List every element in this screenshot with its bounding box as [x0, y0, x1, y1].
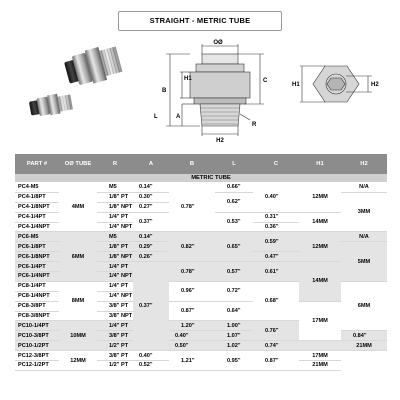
label-h1-side: H1: [292, 82, 300, 88]
dim-h1: 14MM: [299, 212, 341, 232]
dim-h1: 21MM: [341, 341, 387, 351]
table-row: [15, 232, 387, 242]
tube-size: 6MM: [59, 232, 97, 281]
dim-h2: 6MM: [341, 281, 387, 330]
dim-b: 1.07": [215, 331, 253, 341]
dim-h2: 5MM: [341, 242, 387, 282]
header-part: PART #: [15, 154, 59, 174]
dim-a: 0.29": [133, 242, 169, 252]
dim-b: 1.20": [169, 321, 215, 331]
technical-drawing: [140, 36, 400, 144]
part-number: PC10-3/8PT: [15, 331, 59, 341]
dim-b: 0.87": [169, 301, 215, 321]
part-number: PC8-3/8PT: [15, 301, 59, 311]
tube-size: 8MM: [59, 281, 97, 321]
dim-b: 0.78": [169, 262, 215, 282]
dim-c: 0.31": [253, 212, 299, 222]
dim-b: 0.96": [169, 281, 215, 301]
dim-c: 0.36": [253, 222, 299, 232]
thread-r: 3/8" PT: [97, 301, 133, 311]
table-subheader: METRIC TUBE: [169, 174, 253, 183]
part-number: PC8-3/8NPT: [15, 311, 59, 321]
dim-l: 0.66": [215, 183, 253, 193]
dim-c: 0.76": [253, 321, 299, 341]
dim-h1: 12MM: [299, 232, 341, 262]
part-number: PC6-1/4NPT: [15, 272, 59, 282]
header-h1: H1: [299, 154, 341, 174]
part-number: PC4-1/4NPT: [15, 222, 59, 232]
part-number: PC4-1/8NPT: [15, 202, 59, 212]
dim-l: 0.74": [253, 341, 299, 351]
dim-a: 0.52": [133, 361, 169, 371]
label-r: R: [252, 122, 257, 128]
thread-r: 1/4" PT: [97, 281, 133, 291]
dim-a: 0.37": [133, 212, 169, 232]
thread-r: 3/8" PT: [97, 331, 133, 341]
dim-a: 0.40": [133, 351, 169, 361]
thread-r: 1/8" NPT: [97, 202, 133, 212]
header-r: R: [97, 154, 133, 174]
dim-a: 0.40": [169, 331, 215, 341]
label-a: A: [176, 114, 181, 120]
label-h1: H1: [184, 76, 192, 82]
dim-b: 1.02": [215, 341, 253, 351]
dim-l: 0.72": [215, 281, 253, 301]
spec-table: [15, 154, 387, 371]
dim-c: 0.59": [253, 232, 299, 252]
dim-l: 0.62": [215, 192, 253, 212]
header-a: A: [133, 154, 169, 174]
part-number: PC8-1/4PT: [15, 281, 59, 291]
part-number: PC4-1/8PT: [15, 192, 59, 202]
dim-l: 1.00": [215, 321, 253, 331]
page-title: STRAIGHT - METRIC TUBE: [118, 11, 282, 31]
header-tube: OØ TUBE: [59, 154, 97, 174]
dim-l: 0.64": [215, 301, 253, 321]
part-number: PC6-1/4PT: [15, 262, 59, 272]
table-header-row: [15, 154, 387, 174]
part-number: PC6-M5: [15, 232, 59, 242]
dim-l: 0.95": [215, 351, 253, 371]
dim-l: 0.57": [215, 262, 253, 282]
part-number: PC10-1/2PT: [15, 341, 59, 351]
dim-l: 0.65": [215, 232, 253, 262]
label-b: B: [162, 88, 167, 94]
dim-b: 0.82": [169, 232, 215, 262]
thread-r: 1/4" NPT: [97, 222, 133, 232]
dim-h1: 12MM: [299, 183, 341, 213]
dim-c: 0.40": [253, 183, 299, 213]
table-row: [15, 351, 387, 361]
part-number: PC12-3/8PT: [15, 351, 59, 361]
fitting-photo-small: [26, 86, 76, 126]
table-row: [15, 183, 387, 193]
dim-h2: N/A: [341, 232, 387, 242]
tube-size: 4MM: [59, 183, 97, 232]
thread-r: M5: [97, 232, 133, 242]
dim-a: 0.14": [133, 232, 169, 242]
dim-c: 0.87": [253, 351, 299, 371]
header-h2: H2: [341, 154, 387, 174]
part-number: PC6-1/8NPT: [15, 252, 59, 262]
dim-h1: 21MM: [299, 361, 341, 371]
dim-c: 0.61": [253, 262, 299, 282]
part-number: PC6-1/8PT: [15, 242, 59, 252]
dim-a: 0.27": [133, 202, 169, 212]
dim-a: 0.14": [133, 183, 169, 193]
header-l: L: [215, 154, 253, 174]
thread-r: M5: [97, 183, 133, 193]
label-l: L: [154, 114, 158, 120]
dim-h2: N/A: [341, 183, 387, 193]
dim-a: 0.50": [169, 341, 215, 351]
part-number: PC4-1/4PT: [15, 212, 59, 222]
thread-r: 1/8" PT: [97, 192, 133, 202]
dim-b: 1.21": [169, 351, 215, 371]
dim-l: 0.84": [341, 331, 387, 341]
dim-a: 0.26": [133, 252, 169, 262]
thread-r: 3/8" PT: [97, 351, 133, 361]
header-c: C: [253, 154, 299, 174]
thread-r: 1/2" PT: [97, 341, 133, 351]
thread-r: 1/8" PT: [97, 242, 133, 252]
thread-r: 3/8" NPT: [97, 311, 133, 321]
dim-a: 0.37": [133, 262, 169, 351]
label-od: OØ: [213, 40, 223, 46]
dim-a: 0.30": [133, 192, 169, 202]
thread-r: 1/4" PT: [97, 212, 133, 222]
label-h2-side: H2: [371, 82, 379, 88]
dim-l: 0.53": [215, 212, 253, 232]
dim-h1: 17MM: [299, 301, 341, 341]
thread-r: 1/4" PT: [97, 262, 133, 272]
header-b: B: [169, 154, 215, 174]
label-c: C: [263, 78, 268, 84]
dim-h1: 14MM: [299, 262, 341, 302]
dim-b: 0.78": [169, 183, 215, 232]
thread-r: 1/4" NPT: [97, 272, 133, 282]
thread-r: 1/4" NPT: [97, 291, 133, 301]
dim-c: 0.47": [253, 252, 299, 262]
label-h2: H2: [216, 138, 224, 144]
part-number: PC12-1/2PT: [15, 361, 59, 371]
thread-r: 1/8" NPT: [97, 252, 133, 262]
part-number: PC8-1/4NPT: [15, 291, 59, 301]
tube-size: 10MM: [59, 321, 97, 351]
part-number: PC4-M5: [15, 183, 59, 193]
tube-size: 12MM: [59, 351, 97, 371]
dim-h1: 17MM: [299, 351, 341, 361]
dim-h2: 3MM: [341, 192, 387, 232]
dim-c: 0.68": [253, 281, 299, 321]
part-number: PC10-1/4PT: [15, 321, 59, 331]
thread-r: 1/4" PT: [97, 321, 133, 331]
thread-r: 1/2" PT: [97, 361, 133, 371]
